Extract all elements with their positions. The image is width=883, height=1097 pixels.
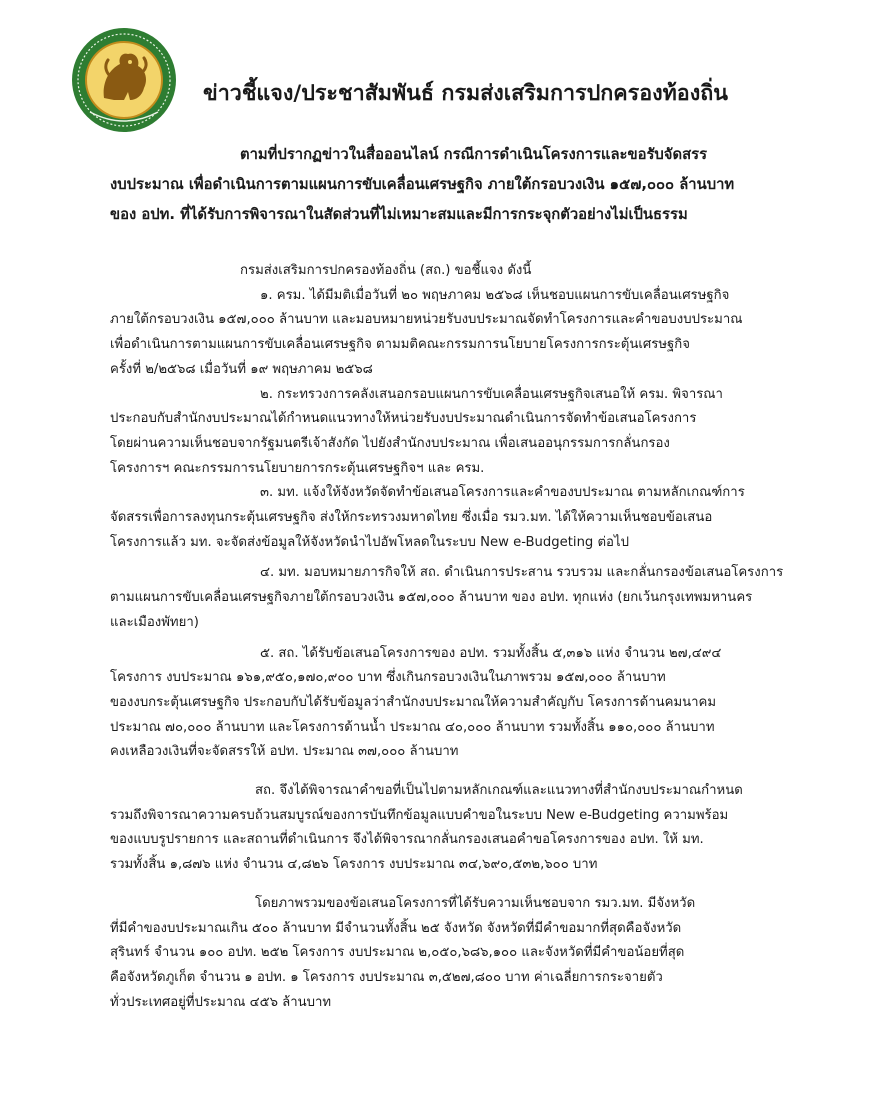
clause-4 bbox=[110, 561, 800, 635]
intro-line: กรมส่งเสริมการปกครองท้องถิ่น (สถ.) ขอชี้แจง ดังนี้ bbox=[240, 263, 532, 278]
clause-line: คงเหลือวงเงินที่จะจัดสรรให้ อปท. ประมาณ ๓๗,๐๐๐ ล้านบาท bbox=[110, 744, 459, 760]
paragraph-line: โดยภาพรวมของข้อเสนอโครงการที่ได้รับความเห็นชอบจาก รมว.มท. มีจังหวัด bbox=[255, 895, 696, 911]
clause-line: ๓. มท. แจ้งให้จังหวัดจัดทำข้อเสนอโครงการและคำของบประมาณ ตามหลักเกณฑ์การ bbox=[260, 485, 745, 501]
clause-line: ประกอบกับสำนักงบประมาณได้กำหนดแนวทางให้หน่วยรับงบประมาณดำเนินการจัดทำข้อเสนอโครงการ bbox=[110, 411, 697, 427]
clause-1 bbox=[110, 284, 800, 383]
clarification-body bbox=[110, 259, 800, 1015]
dla-emblem-icon bbox=[70, 26, 178, 134]
clause-line: ๕. สถ. ได้รับข้อเสนอโครงการของ อปท. รวมทั้งสิ้น ๕,๓๑๖ แห่ง จำนวน ๒๗,๔๙๔ bbox=[260, 645, 722, 661]
clause-3 bbox=[110, 481, 800, 555]
clause-line: เพื่อดำเนินการตามแผนการขับเคลื่อนเศรษฐกิจ ตามมติคณะกรรมการนโยบายโครงการกระตุ้นเศรษฐกิจ bbox=[110, 337, 691, 353]
paragraph-line: สุรินทร์ จำนวน ๑๐๐ อปท. ๒๕๒ โครงการ งบประมาณ ๒,๐๕๐,๖๘๖,๑๐๐ และจังหวัดที่มีคำขอน้อยที่สุด bbox=[110, 945, 685, 961]
selection-paragraph bbox=[110, 779, 800, 878]
paragraph-line: ที่มีคำของบประมาณเกิน ๕๐๐ ล้านบาท มีจำนวนทั้งสิ้น ๒๕ จังหวัด จังหวัดที่มีคำขอมากที่สุดคือจังหวัด bbox=[110, 920, 682, 936]
paragraph-line: รวมถึงพิจารณาความครบถ้วนสมบูรณ์ของการบันทึกข้อมูลแบบคำขอในระบบ New e-Budgeting ความพร้อม bbox=[110, 807, 729, 823]
paragraph-line: ของแบบรูปรายการ และสถานที่ดำเนินการ จึงได้พิจารณากลั่นกรองเสนอคำขอโครงการของ อปท. ให้ มท. bbox=[110, 832, 704, 848]
clause-line: ของงบกระตุ้นเศรษฐกิจ ประกอบกับได้รับข้อมูลว่าสำนักงบประมาณให้ความสำคัญกับ โครงการด้านคมนาคม bbox=[110, 694, 717, 710]
clause-line: จัดสรรเพื่อการลงทุนกระตุ้นเศรษฐกิจ ส่งให้กระทรวงมหาดไทย ซึ่งเมื่อ รมว.มท. ได้ให้ความเห็นชอบข้อเสนอ bbox=[110, 510, 713, 526]
headline-line: ของ อปท. ที่ได้รับการพิจารณาในสัดส่วนที่ไม่เหมาะสมและมีการกระจุกตัวอย่างไม่เป็นธรรม bbox=[110, 206, 688, 223]
clause-line: ภายใต้กรอบวงเงิน ๑๕๗,๐๐๐ ล้านบาท และมอบหมายหน่วยรับงบประมาณจัดทำโครงการและคำขอบงบประมาณ bbox=[110, 312, 743, 328]
overall-paragraph bbox=[110, 892, 800, 1016]
clause-line: ๔. มท. มอบหมายภารกิจให้ สถ. ดำเนินการประสาน รวบรวม และกลั่นกรองข้อเสนอโครงการ bbox=[260, 565, 784, 581]
clause-line: และเมืองพัทยา) bbox=[110, 614, 199, 630]
clause-line: ๒. กระทรวงการคลังเสนอกรอบแผนการขับเคลื่อนเศรษฐกิจเสนอให้ ครม. พิจารณา bbox=[260, 386, 723, 402]
clause-2 bbox=[110, 383, 800, 482]
paragraph-line: รวมทั้งสิ้น ๑,๘๗๖ แห่ง จำนวน ๔,๘๒๖ โครงการ งบประมาณ ๓๔,๖๙๐,๕๓๒,๖๐๐ บาท bbox=[110, 857, 598, 873]
page-header bbox=[70, 26, 870, 136]
clause-line: โดยผ่านความเห็นชอบจากรัฐมนตรีเจ้าสังกัด ไปยังสำนักงบประมาณ เพื่อเสนออนุกรรมการกลั่นกรอง bbox=[110, 435, 670, 451]
paragraph-line: ทั่วประเทศอยู่ที่ประมาณ ๔๕๖ ล้านบาท bbox=[110, 994, 332, 1010]
headline-line: งบประมาณ เพื่อดำเนินการตามแผนการขับเคลื่อนเศรษฐกิจ ภายใต้กรอบวงเงิน ๑๕๗,๐๐๐ ล้านบาท bbox=[110, 176, 735, 193]
page-title: ข่าวชี้แจง/ประชาสัมพันธ์ กรมส่งเสริมการปกครองท้องถิ่น bbox=[203, 81, 728, 106]
clause-line: ๑. ครม. ได้มีมติเมื่อวันที่ ๒๐ พฤษภาคม ๒๕๖๘ เห็นชอบแผนการขับเคลื่อนเศรษฐกิจ bbox=[260, 287, 730, 303]
clause-line: ประมาณ ๗๐,๐๐๐ ล้านบาท และโครงการด้านน้ำ ประมาณ ๔๐,๐๐๐ ล้านบาท รวมทั้งสิ้น ๑๑๐,๐๐๐ ล้านบาท bbox=[110, 719, 715, 735]
clause-line: ตามแผนการขับเคลื่อนเศรษฐกิจภายใต้กรอบวงเงิน ๑๕๗,๐๐๐ ล้านบาท ของ อปท. ทุกแห่ง (ยกเว้นกรุงเทพมหานคร bbox=[110, 590, 753, 606]
clause-line: ครั้งที่ ๒/๒๕๖๘ เมื่อวันที่ ๑๙ พฤษภาคม ๒๕๖๘ bbox=[110, 361, 373, 377]
headline-line: ตามที่ปรากฏข่าวในสื่อออนไลน์ กรณีการดำเนินโครงการและขอรับจัดสรร bbox=[240, 146, 708, 163]
clause-line: โครงการแล้ว มท. จะจัดส่งข้อมูลให้จังหวัดนำไปอัพโหลดในระบบ New e-Budgeting ต่อไป bbox=[110, 534, 629, 550]
paragraph-line: สถ. จึงได้พิจารณาคำขอที่เป็นไปตามหลักเกณฑ์และแนวทางที่สำนักงบประมาณกำหนด bbox=[255, 783, 743, 799]
clause-5 bbox=[110, 642, 800, 766]
paragraph-line: คือจังหวัดภูเก็ต จำนวน ๑ อปท. ๑ โครงการ งบประมาณ ๓,๕๒๗,๘๐๐ บาท ค่าเฉลี่ยการกระจายตัว bbox=[110, 969, 663, 985]
headline-statement bbox=[110, 140, 810, 230]
clause-line: โครงการฯ คณะกรรมการนโยบายการกระตุ้นเศรษฐกิจฯ และ ครม. bbox=[110, 460, 485, 476]
clause-line: โครงการ งบประมาณ ๑๖๑,๙๕๐,๑๗๐,๙๐๐ บาท ซึ่งเกินกรอบวงเงินในภาพรวม ๑๕๗,๐๐๐ ล้านบาท bbox=[110, 670, 666, 686]
